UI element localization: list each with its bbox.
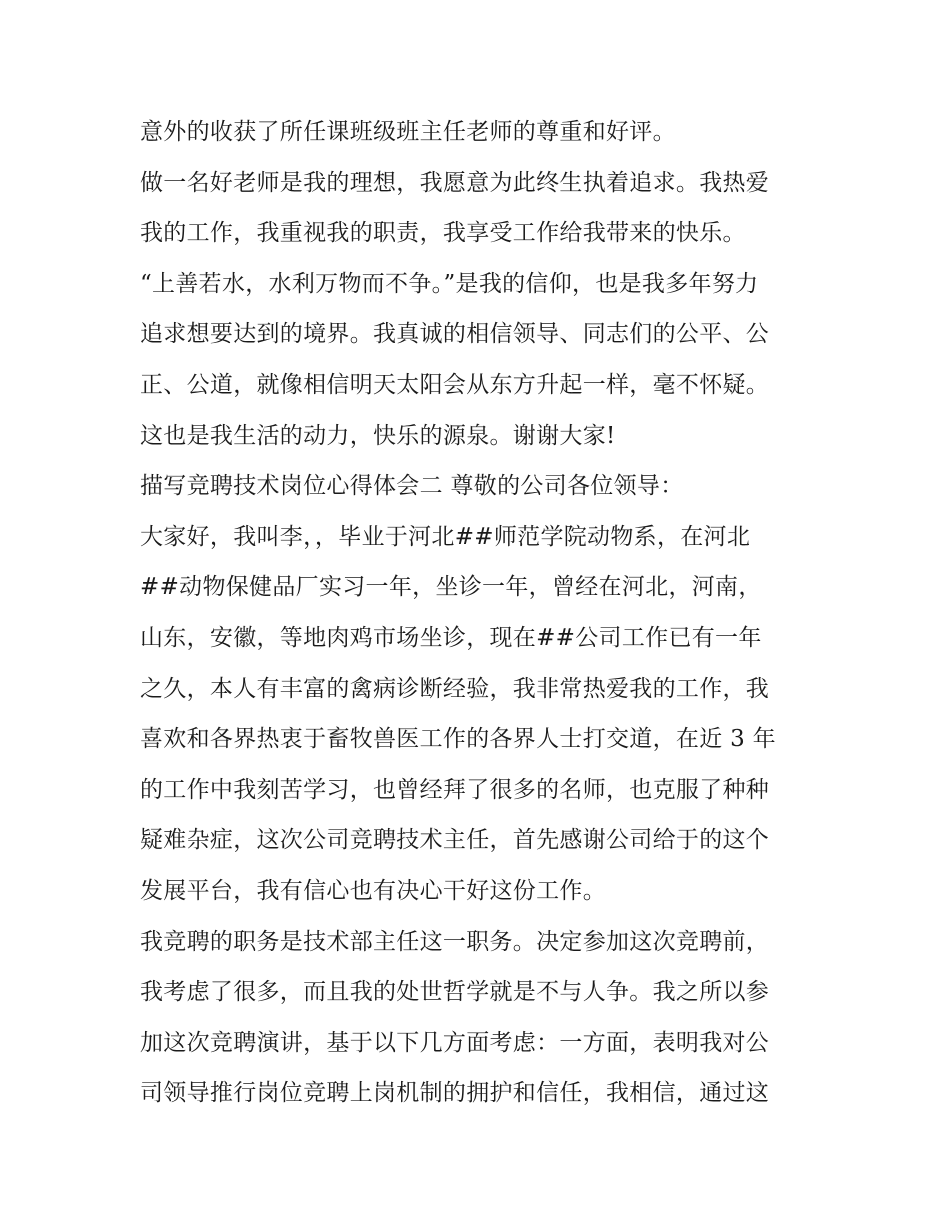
text-line: 追求想要达到的境界。我真诚的相信领导、同志们的公平、公 [140, 321, 770, 348]
text-line: 我的工作，我重视我的职责，我享受工作给我带来的快乐。 [140, 220, 746, 247]
text-line: 意外的收获了所任课班级班主任老师的尊重和好评。 [140, 119, 676, 145]
text-line: 大家好，我叫李，，毕业于河北##师范学院动物系，在河北 [140, 523, 751, 550]
document-body [140, 107, 820, 1119]
text-line: 正、公道，就像相信明天太阳会从东方升起一样，毫不怀疑。 [140, 371, 770, 398]
text-line: 我竞聘的职务是技术部主任这一职务。决定参加这次竞聘前， [140, 928, 770, 955]
text-line: 加这次竞聘演讲，基于以下几方面考虑：一方面，表明我对公 [140, 1029, 770, 1056]
text-line: 我考虑了很多，而且我的处世哲学就是不与人争。我之所以参 [140, 979, 770, 1006]
text-line: “上善若水，水利万物而不争。”是我的信仰，也是我多年努力 [140, 270, 759, 297]
text-line: 的工作中我刻苦学习，也曾经拜了很多的名师，也克服了种种 [140, 776, 770, 803]
text-line: 喜欢和各界热衷于畜牧兽医工作的各界人士打交道，在近 3 年 [140, 726, 776, 753]
text-line: 这也是我生活的动力，快乐的源泉。谢谢大家! [140, 422, 616, 449]
text-line: 之久，本人有丰富的禽病诊断经验，我非常热爱我的工作，我 [140, 675, 770, 702]
text-line: 司领导推行岗位竞聘上岗机制的拥护和信任，我相信，通过这 [140, 1080, 770, 1107]
text-line: ##动物保健品厂实习一年，坐诊一年，曾经在河北，河南， [140, 574, 762, 601]
text-line: 做一名好老师是我的理想，我愿意为此终生执着追求。我热爱 [140, 169, 770, 196]
text-line: 发展平台，我有信心也有决心干好这份工作。 [140, 877, 606, 904]
text-line: 疑难杂症，这次公司竞聘技术主任，首先感谢公司给于的这个 [140, 827, 770, 854]
section-heading-line: 描写竞聘技术岗位心得体会二 尊敬的公司各位领导： [140, 473, 684, 500]
text-line: 山东，安徽，等地肉鸡市场坐诊，现在##公司工作已有一年 [140, 624, 762, 651]
